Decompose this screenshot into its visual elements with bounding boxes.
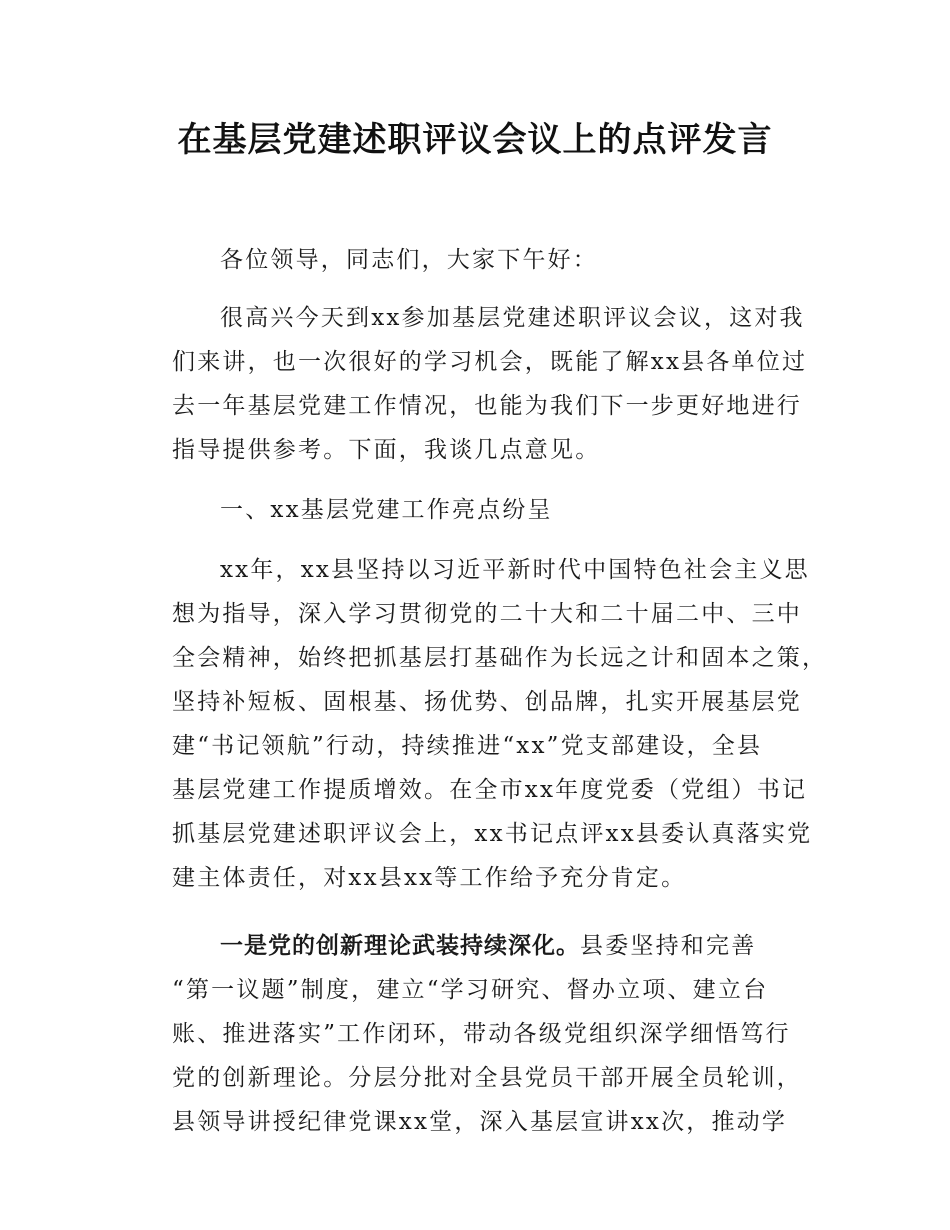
section1-line: 坚持补短板、固根基、扬优势、创品牌，扎实开展基层党 <box>172 689 802 715</box>
section1-line: 全会精神，始终把抓基层打基础作为长远之计和固本之策， <box>172 645 828 671</box>
section1-line: 建主体责任，对xx县xx等工作给予充分肯定。 <box>172 865 687 891</box>
greeting: 各位领导，同志们，大家下午好： <box>220 247 598 273</box>
intro-line: 们来讲，也一次很好的学习机会，既能了解xx县各单位过 <box>172 349 808 375</box>
intro-paragraph <box>172 296 812 472</box>
section1-line: 建“书记领航”行动，持续推进“xx”党支部建设，全县 <box>172 733 763 759</box>
point1-line: 党的创新理论。分层分批对全县党员干部开展全员轮训， <box>172 1065 802 1091</box>
intro-line: 去一年基层党建工作情况，也能为我们下一步更好地进行 <box>172 393 802 419</box>
document-body <box>172 238 828 1144</box>
point1-line: 账、推进落实”工作闭环，带动各级党组织深学细悟笃行 <box>172 1021 791 1047</box>
point1-paragraph <box>172 924 812 1144</box>
document-title: 在基层党建述职评议会议上的点评发言 <box>177 120 773 160</box>
point1-first-rest: 县委坚持和完善 <box>580 933 757 959</box>
point1-first-line <box>172 924 812 968</box>
point1-line: 县领导讲授纪律党课xx堂，深入基层宣讲xx次，推动学 <box>172 1109 788 1135</box>
section1-line: 想为指导，深入学习贯彻党的二十大和二十届二中、三中 <box>172 601 802 627</box>
intro-line: 很高兴今天到xx参加基层党建述职评议会议，这对我 <box>220 305 805 331</box>
section1-line: xx年，xx县坚持以习近平新时代中国特色社会主义思 <box>220 557 810 583</box>
point1-line: “第一议题”制度，建立“学习研究、督办立项、建立台 <box>172 977 769 1003</box>
section1-line: 抓基层党建述职评议会上，xx书记点评xx县委认真落实党 <box>172 821 813 847</box>
point1-lead: 一是党的创新理论武装持续深化。 <box>220 933 580 959</box>
section-heading: 一、xx基层党建工作亮点纷呈 <box>220 497 553 523</box>
intro-line: 指导提供参考。下面，我谈几点意见。 <box>172 437 601 463</box>
section1-paragraph <box>172 548 828 900</box>
section1-line: 基层党建工作提质增效。在全市xx年度党委（党组）书记 <box>172 777 808 803</box>
